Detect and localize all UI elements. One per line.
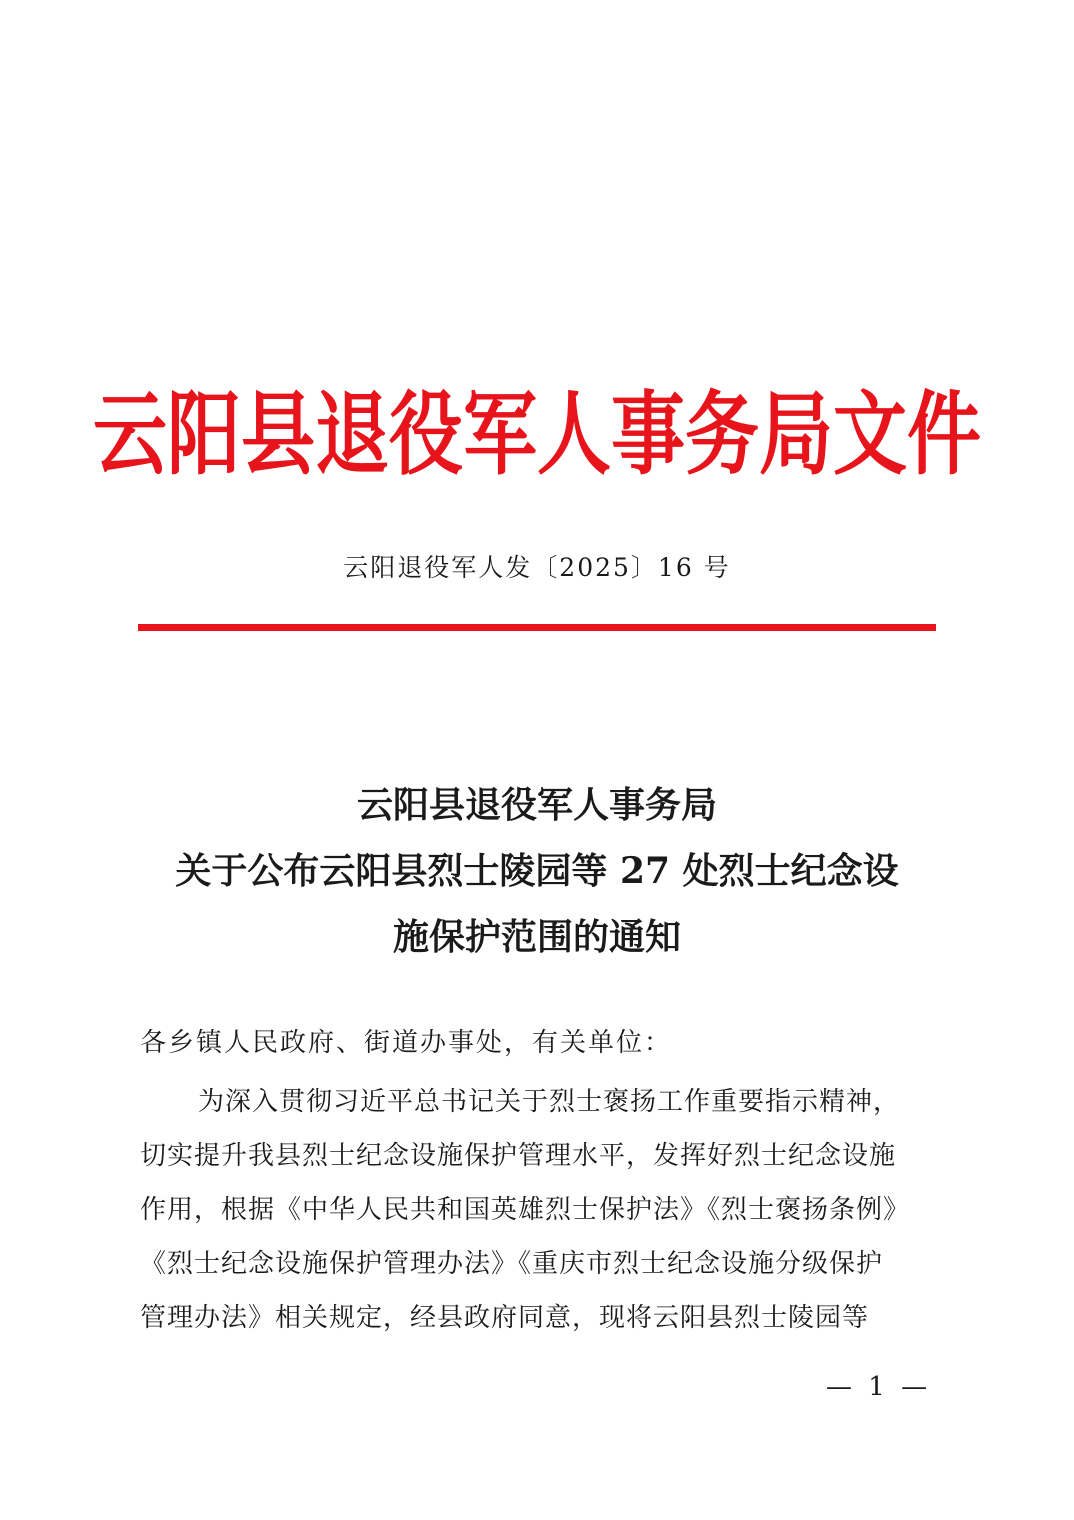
title-line-1: 云阳县退役军人事务局: [356, 784, 717, 826]
body-text: [140, 1075, 940, 1345]
document-number: 云阳退役军人发〔2025〕16 号: [343, 553, 731, 582]
notice-title: [100, 772, 974, 970]
title-line-2: 关于公布云阳县烈士陵园等 27 处烈士纪念设: [175, 850, 899, 892]
body-line: 《烈士纪念设施保护管理办法》《重庆市烈士纪念设施分级保护: [140, 1249, 884, 1279]
page-number: — 1 —: [826, 1372, 932, 1402]
body-line: 管理办法》相关规定，经县政府同意，现将云阳县烈士陵园等: [140, 1303, 870, 1333]
body-line: 作用，根据《中华人民共和国英雄烈士保护法》《烈士褒扬条例》: [140, 1195, 911, 1225]
title-line-3: 施保护范围的通知: [392, 916, 681, 958]
body-line: 为深入贯彻习近平总书记关于烈士褒扬工作重要指示精神，: [198, 1087, 901, 1117]
red-divider-line: [138, 624, 936, 631]
body-line: 切实提升我县烈士纪念设施保护管理水平，发挥好烈士纪念设施: [140, 1141, 897, 1171]
salutation: 各乡镇人民政府、街道办事处，有关单位：: [140, 1028, 673, 1058]
masthead-title: 云阳县退役军人事务局文件: [93, 382, 981, 488]
